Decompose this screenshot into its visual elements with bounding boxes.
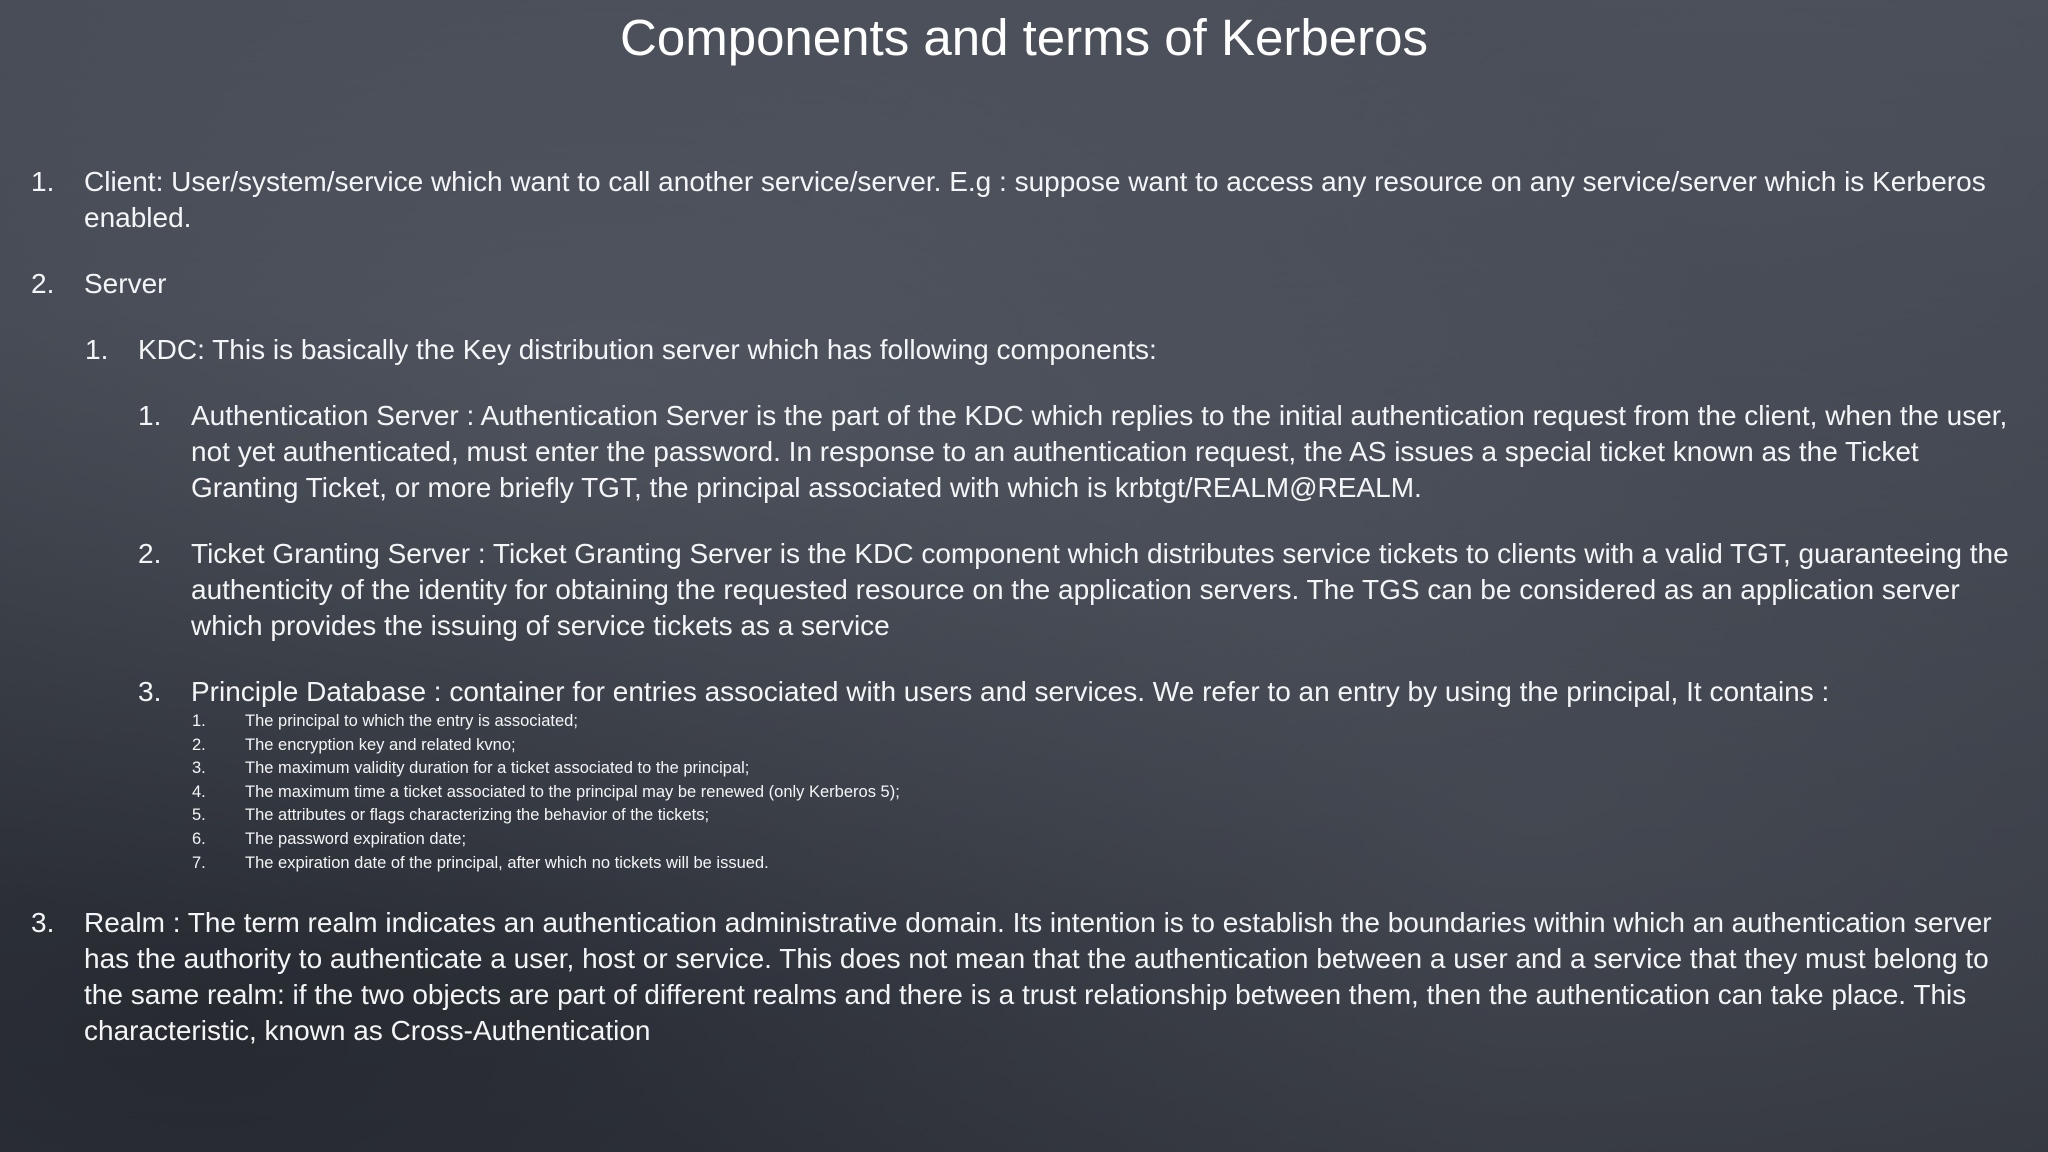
list-item-text: The maximum validity duration for a ticket associated to the principal; xyxy=(245,759,750,778)
list-number: 1. xyxy=(85,334,109,365)
list-number: 6. xyxy=(192,829,206,848)
list-item-text: Realm : The term realm indicates an authentication administrative domain. Its intention is to establish the boundaries within which an authentication server has the authority to authenticate a user, host or service. This does not mean that the authentication between a user and a service that they must belong to the same realm: if the two objects are part of different realms and there is a trust relationship between them, then the authentication can take place. This characteristic, known as Cross-Authentication xyxy=(84,907,1992,1047)
list-item-ticket-granting-server xyxy=(0,536,2048,644)
list-item-server xyxy=(0,266,2048,302)
list-number: 2. xyxy=(192,735,206,754)
list-item-text: The password expiration date; xyxy=(245,829,467,848)
list-item-principle-database xyxy=(0,674,2048,710)
list-item-text: Ticket Granting Server : Ticket Granting Server is the KDC component which distributes service tickets to clients with a valid TGT, guaranteeing the authenticity of the identity for obtaining the requested resource on the application servers. The TGS can be considered as an application server which provides the issuing of service tickets as a service xyxy=(191,538,2009,641)
list-item-text: The principal to which the entry is associated; xyxy=(245,712,578,730)
list-number: 3. xyxy=(192,759,206,778)
list-number: 2. xyxy=(138,538,162,569)
db-entry-4 xyxy=(0,781,2048,805)
list-number: 1. xyxy=(31,166,55,197)
list-item-text: The maximum time a ticket associated to the principal may be renewed (only Kerberos 5); xyxy=(245,782,900,801)
db-entry-6 xyxy=(0,828,2048,852)
list-item-text: The expiration date of the principal, after which no tickets will be issued. xyxy=(245,853,769,872)
list-item-text: Client: User/system/service which want to call another service/server. E.g : suppose want to access any resource on any service/server which is Kerberos enabled. xyxy=(84,166,1986,233)
list-item-kdc xyxy=(0,332,2048,368)
list-number: 3. xyxy=(31,907,55,939)
list-item-client xyxy=(0,164,2048,236)
list-number: 4. xyxy=(192,782,206,801)
db-entry-1 xyxy=(0,710,2048,734)
list-item-authentication-server xyxy=(0,398,2048,506)
list-item-text: Authentication Server : Authentication Server is the part of the KDC which replies to the initial authentication request from the client, when the user, not yet authenticated, must enter the password. In response to an authentication request, the AS issues a special ticket known as the Ticket Granting Ticket, or more briefly TGT, the principal associated with which is krbtgt/REALM@REALM. xyxy=(191,400,2008,503)
db-entry-2 xyxy=(0,734,2048,758)
db-entry-7 xyxy=(0,852,2048,876)
list-item-text: The attributes or flags characterizing the behavior of the tickets; xyxy=(245,806,710,825)
list-number: 1. xyxy=(138,400,162,431)
list-number: 5. xyxy=(192,806,206,825)
list-item-text: Principle Database : container for entries associated with users and services. We refer to an entry by using the principal, It contains : xyxy=(191,676,1830,707)
list-item-text: The encryption key and related kvno; xyxy=(245,735,516,754)
list-item-realm xyxy=(0,905,2048,1049)
db-entry-5 xyxy=(0,804,2048,828)
slide-title: Components and terms of Kerberos xyxy=(620,9,1428,66)
list-number: 3. xyxy=(138,676,162,707)
db-entry-3 xyxy=(0,757,2048,781)
slide-content xyxy=(0,164,2048,1049)
list-number: 1. xyxy=(192,712,206,730)
list-item-text: Server xyxy=(84,268,167,299)
list-number: 2. xyxy=(31,268,55,299)
list-number: 7. xyxy=(192,853,206,872)
list-item-text: KDC: This is basically the Key distribution server which has following components: xyxy=(138,334,1157,365)
